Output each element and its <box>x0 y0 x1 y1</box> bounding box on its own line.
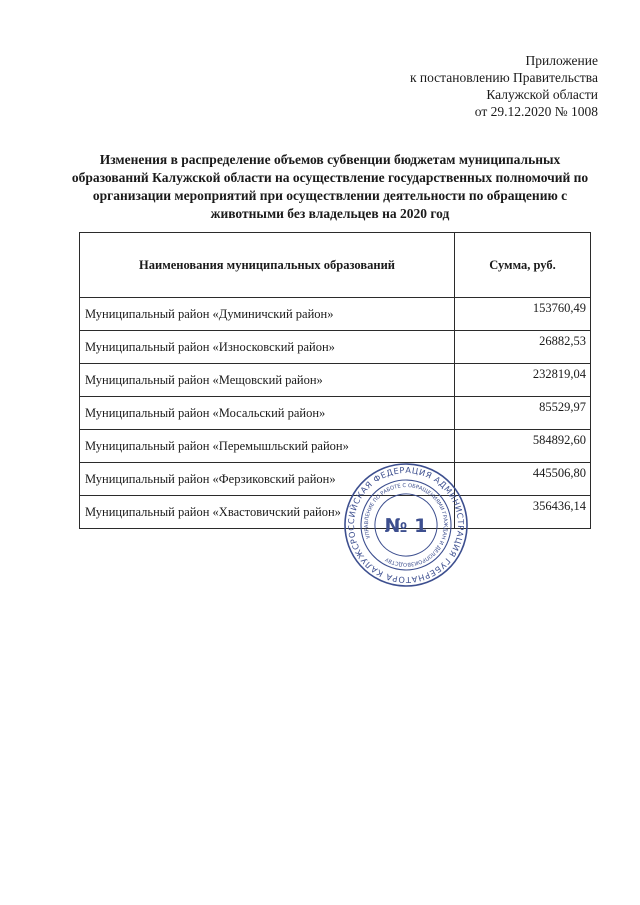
municipality-name: Муниципальный район «Мосальский район» <box>80 397 455 430</box>
stamp-outer-text: РОССИЙСКАЯ ФЕДЕРАЦИЯ АДМИНИСТРАЦИЯ ГУБЕРНАТОРА КАЛУЖСКОЙ <box>345 464 467 586</box>
sum-value: 584892,60 <box>455 430 591 463</box>
municipality-name: Муниципальный район «Износковский район» <box>80 331 455 364</box>
municipality-name: Муниципальный район «Ферзиковский район» <box>80 463 455 496</box>
region-name: Калужской области <box>486 87 598 102</box>
stamp-number: № 1 <box>384 515 428 537</box>
sum-value: 232819,04 <box>455 364 591 397</box>
table-row <box>80 364 591 397</box>
appendix-header <box>410 52 598 120</box>
sum-value: 356436,14 <box>455 496 591 529</box>
table-row <box>80 397 591 430</box>
column-header-municipality: Наименования муниципальных образований <box>80 233 455 298</box>
document-title: Изменения в распределение объемов субвенции бюджетам муниципальных образований Калужской области на осуществление государственных полномочий по организации мероприятий при осуществлении деятельности по обращению с животными без владельцев на 2020 год <box>71 152 589 221</box>
sum-value: 85529,97 <box>455 397 591 430</box>
municipality-name: Муниципальный район «Думиничский район» <box>80 298 455 331</box>
subvention-table <box>79 232 591 529</box>
table-row <box>80 496 591 529</box>
table-header-row <box>80 233 591 298</box>
stamp-inner-text: УПРАВЛЕНИЕ ПО РАБОТЕ С ОБРАЩЕНИЯМИ ГРАЖДАН И ДЕЛОПРОИЗВОДСТВУ <box>363 482 449 568</box>
table-row <box>80 331 591 364</box>
municipality-name: Муниципальный район «Хвастовичский район» <box>80 496 455 529</box>
table-row <box>80 298 591 331</box>
official-stamp <box>342 461 470 589</box>
appendix-label: Приложение <box>525 53 598 68</box>
sum-value: 153760,49 <box>455 298 591 331</box>
stamp-seal-icon <box>342 461 470 589</box>
resolution-reference: к постановлению Правительства <box>409 70 598 85</box>
municipality-name: Муниципальный район «Перемышльский район» <box>80 430 455 463</box>
table-row <box>80 430 591 463</box>
sum-value: 26882,53 <box>455 331 591 364</box>
municipality-name: Муниципальный район «Мещовский район» <box>80 364 455 397</box>
resolution-date-number: от 29.12.2020 № 1008 <box>474 104 598 119</box>
table-row <box>80 463 591 496</box>
column-header-sum: Сумма, руб. <box>455 233 591 298</box>
sum-value: 445506,80 <box>455 463 591 496</box>
